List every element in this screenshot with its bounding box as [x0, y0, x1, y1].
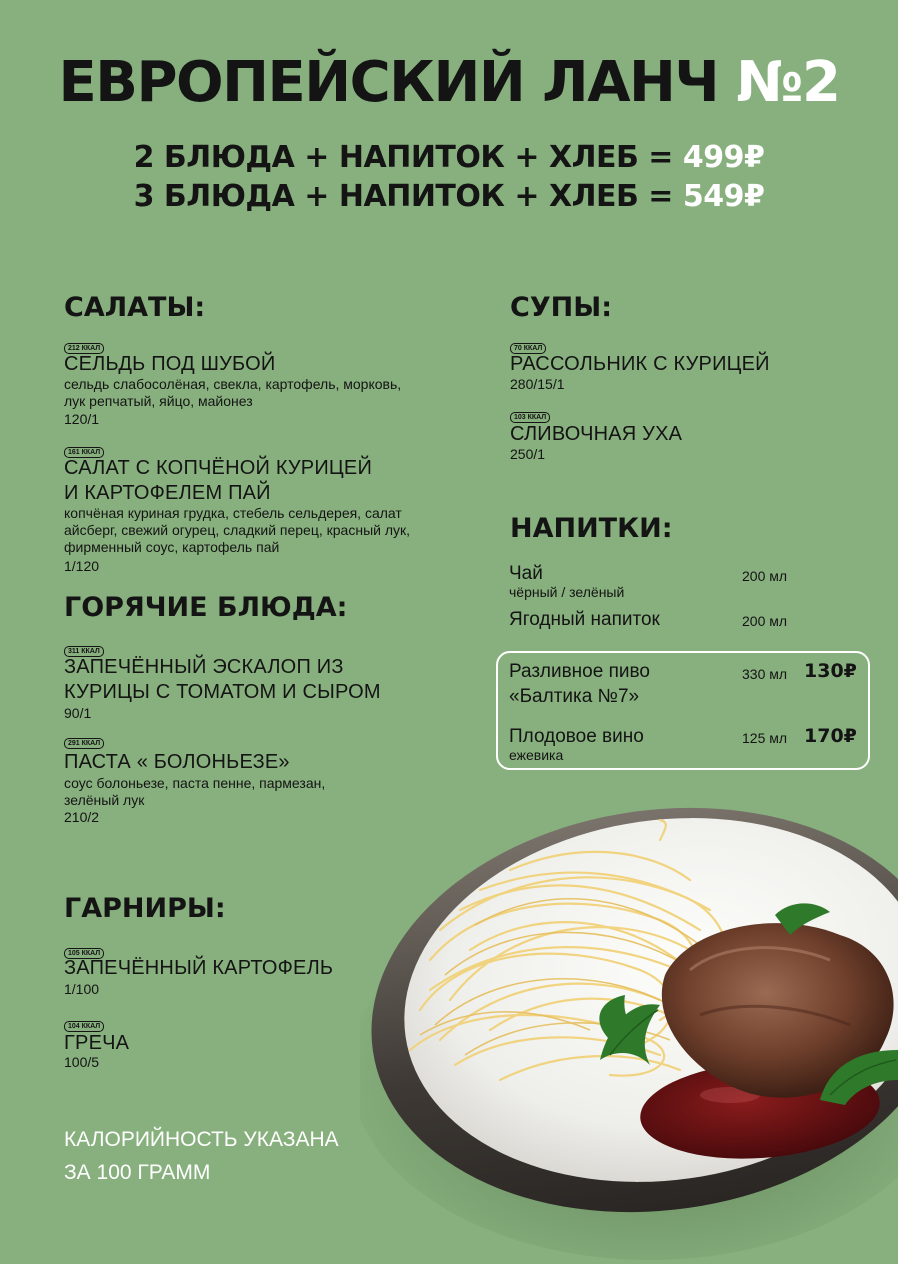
drink-price: 170₽	[804, 725, 857, 747]
dish-weight: 210/2	[64, 809, 100, 825]
drink-name: Плодовое вино	[509, 726, 644, 747]
dish-weight: 120/1	[64, 411, 100, 427]
drink-name: Чай	[509, 563, 543, 584]
combo-price: 499₽	[682, 140, 765, 175]
dish-name-line2: КУРИЦЫ С ТОМАТОМ И СЫРОМ	[64, 681, 381, 703]
title-number: №2	[736, 50, 840, 115]
section-drinks-heading: НАПИТКИ:	[510, 513, 673, 544]
dish-weight: 1/100	[64, 981, 100, 997]
dish-weight: 280/15/1	[510, 376, 565, 392]
drink-name-line2: «Балтика №7»	[509, 686, 640, 707]
kcal-label: 161 ККАЛ	[64, 447, 104, 458]
kcal-label: 311 ККАЛ	[64, 646, 104, 657]
drink-price: 130₽	[804, 660, 857, 682]
dish-description: соус болоньезе, паста пенне, пармезан, зелёный лук	[64, 775, 326, 808]
kcal-label: 105 ККАЛ	[64, 948, 104, 959]
dish-photo	[360, 800, 898, 1264]
calorie-note-line1: КАЛОРИЙНОСТЬ УКАЗАНА	[64, 1128, 339, 1151]
kcal-label: 212 ККАЛ	[64, 343, 104, 354]
drink-name: Ягодный напиток	[509, 609, 660, 630]
combo-price: 549₽	[682, 179, 765, 214]
calorie-note-line2: ЗА 100 ГРАММ	[64, 1161, 211, 1184]
dish-description: копчёная куриная грудка, стебель сельдерея, салат айсберг, свежий огурец, сладкий перец, красный лук, фирменный соус, картофель пай	[64, 505, 411, 555]
drink-volume: 200 мл	[742, 568, 788, 584]
dish-name-line1: САЛАТ С КОПЧЁНОЙ КУРИЦЕЙ	[64, 457, 373, 479]
drink-volume: 330 мл	[742, 666, 788, 682]
dish-weight: 250/1	[510, 446, 546, 462]
combo-text: 2 БЛЮДА + НАПИТОК + ХЛЕБ =	[133, 140, 673, 175]
kcal-badge	[64, 732, 104, 750]
drink-volume: 200 мл	[742, 613, 788, 629]
dish-name: СЕЛЬДЬ ПОД ШУБОЙ	[64, 353, 276, 375]
dish-name-line1: ЗАПЕЧЁННЫЙ ЭСКАЛОП ИЗ	[64, 656, 344, 678]
section-hot-heading: ГОРЯЧИЕ БЛЮДА:	[64, 592, 348, 623]
section-salads-heading: САЛАТЫ:	[64, 292, 206, 323]
page-title	[0, 48, 898, 118]
kcal-label: 104 ККАЛ	[64, 1021, 104, 1032]
title-main: ЕВРОПЕЙСКИЙ ЛАНЧ	[58, 50, 719, 115]
drink-subtitle: чёрный / зелёный	[509, 584, 625, 600]
dish-name: ЗАПЕЧЁННЫЙ КАРТОФЕЛЬ	[64, 957, 334, 979]
combo-offer-3	[0, 177, 898, 217]
kcal-label: 103 ККАЛ	[510, 412, 550, 423]
drink-name-line1: Разливное пиво	[509, 661, 650, 682]
dish-name: ГРЕЧА	[64, 1032, 130, 1054]
kcal-label: 70 ККАЛ	[510, 343, 546, 354]
kcal-label: 291 ККАЛ	[64, 738, 104, 749]
section-soups-heading: СУПЫ:	[510, 292, 613, 323]
dish-name: РАССОЛЬНИК С КУРИЦЕЙ	[510, 353, 770, 375]
drink-volume: 125 мл	[742, 730, 788, 746]
dish-name: СЛИВОЧНАЯ УХА	[510, 423, 683, 445]
dish-description: сельдь слабосолёная, свекла, картофель, морковь, лук репчатый, яйцо, майонез	[64, 376, 402, 409]
dish-name: ПАСТА « БОЛОНЬЕЗЕ»	[64, 751, 290, 773]
combo-text: 3 БЛЮДА + НАПИТОК + ХЛЕБ =	[133, 179, 673, 214]
dish-name-line2: И КАРТОФЕЛЕМ ПАЙ	[64, 482, 271, 504]
combo-offer-2	[0, 138, 898, 178]
drink-subtitle: ежевика	[509, 747, 564, 763]
dish-weight: 100/5	[64, 1054, 100, 1070]
dish-weight: 90/1	[64, 705, 92, 721]
dish-weight: 1/120	[64, 558, 100, 574]
section-garnish-heading: ГАРНИРЫ:	[64, 893, 226, 924]
